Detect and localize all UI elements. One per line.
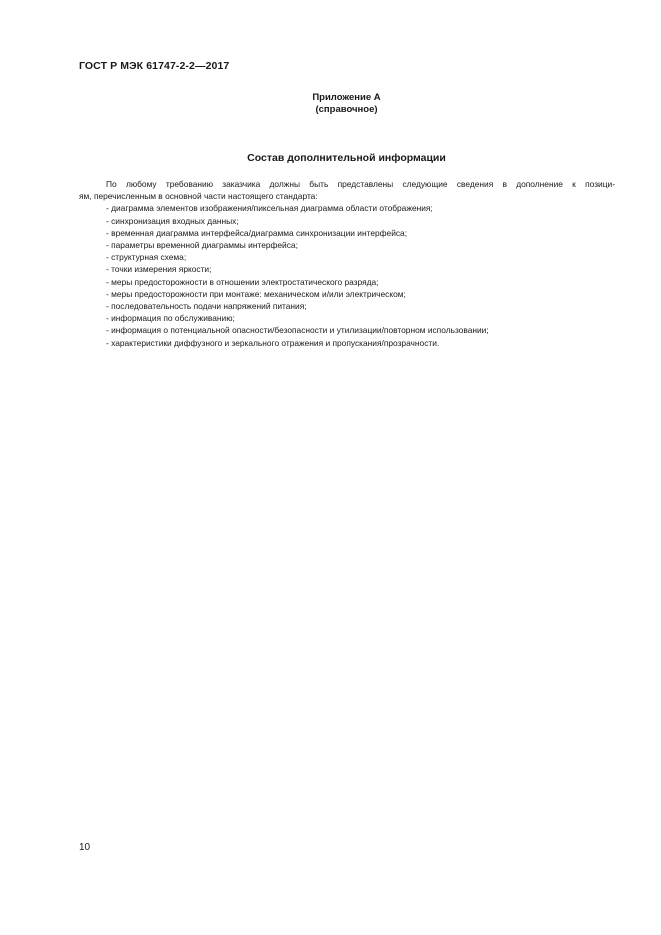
list-item: - параметры временной диаграммы интерфейса; [106, 240, 298, 251]
annex-heading [0, 92, 661, 116]
intro-paragraph-line-1: По любому требованию заказчика должны быть представлены следующие сведения в дополнение к позици- [106, 179, 615, 189]
list-item: - структурная схема; [106, 252, 187, 263]
body-text [79, 178, 615, 349]
list-item: - меры предосторожности при монтаже: механическом и/или электрическом; [106, 288, 406, 299]
page-number: 10 [79, 842, 91, 853]
list-item: - точки измерения яркости; [106, 264, 212, 275]
list-item: - синхронизация входных данных; [106, 215, 239, 226]
list-item: - информация о потенциальной опасности/безопасности и утилизации/повторном использовании; [106, 325, 489, 336]
document-code: ГОСТ Р МЭК 61747-2-2—2017 [79, 60, 230, 72]
section-title: Состав дополнительной информации [247, 152, 446, 164]
list-item: - последовательность подачи напряжений питания; [106, 301, 307, 312]
annex-type: (справочное) [315, 104, 378, 115]
list-item: - характеристики диффузного и зеркального отражения и пропускания/прозрачности. [106, 337, 440, 348]
information-list [79, 202, 615, 348]
list-item: - временная диаграмма интерфейса/диаграмма синхронизации интерфейса; [106, 227, 408, 238]
list-item: - информация по обслуживанию; [106, 313, 235, 324]
intro-paragraph-line-2: ям, перечисленным в основной части настоящего стандарта: [79, 191, 318, 202]
annex-title: Приложение А [312, 92, 381, 103]
list-item: - меры предосторожности в отношении электростатического разряда; [106, 276, 379, 287]
list-item: - диаграмма элементов изображения/пиксельная диаграмма области отображения; [106, 203, 433, 214]
